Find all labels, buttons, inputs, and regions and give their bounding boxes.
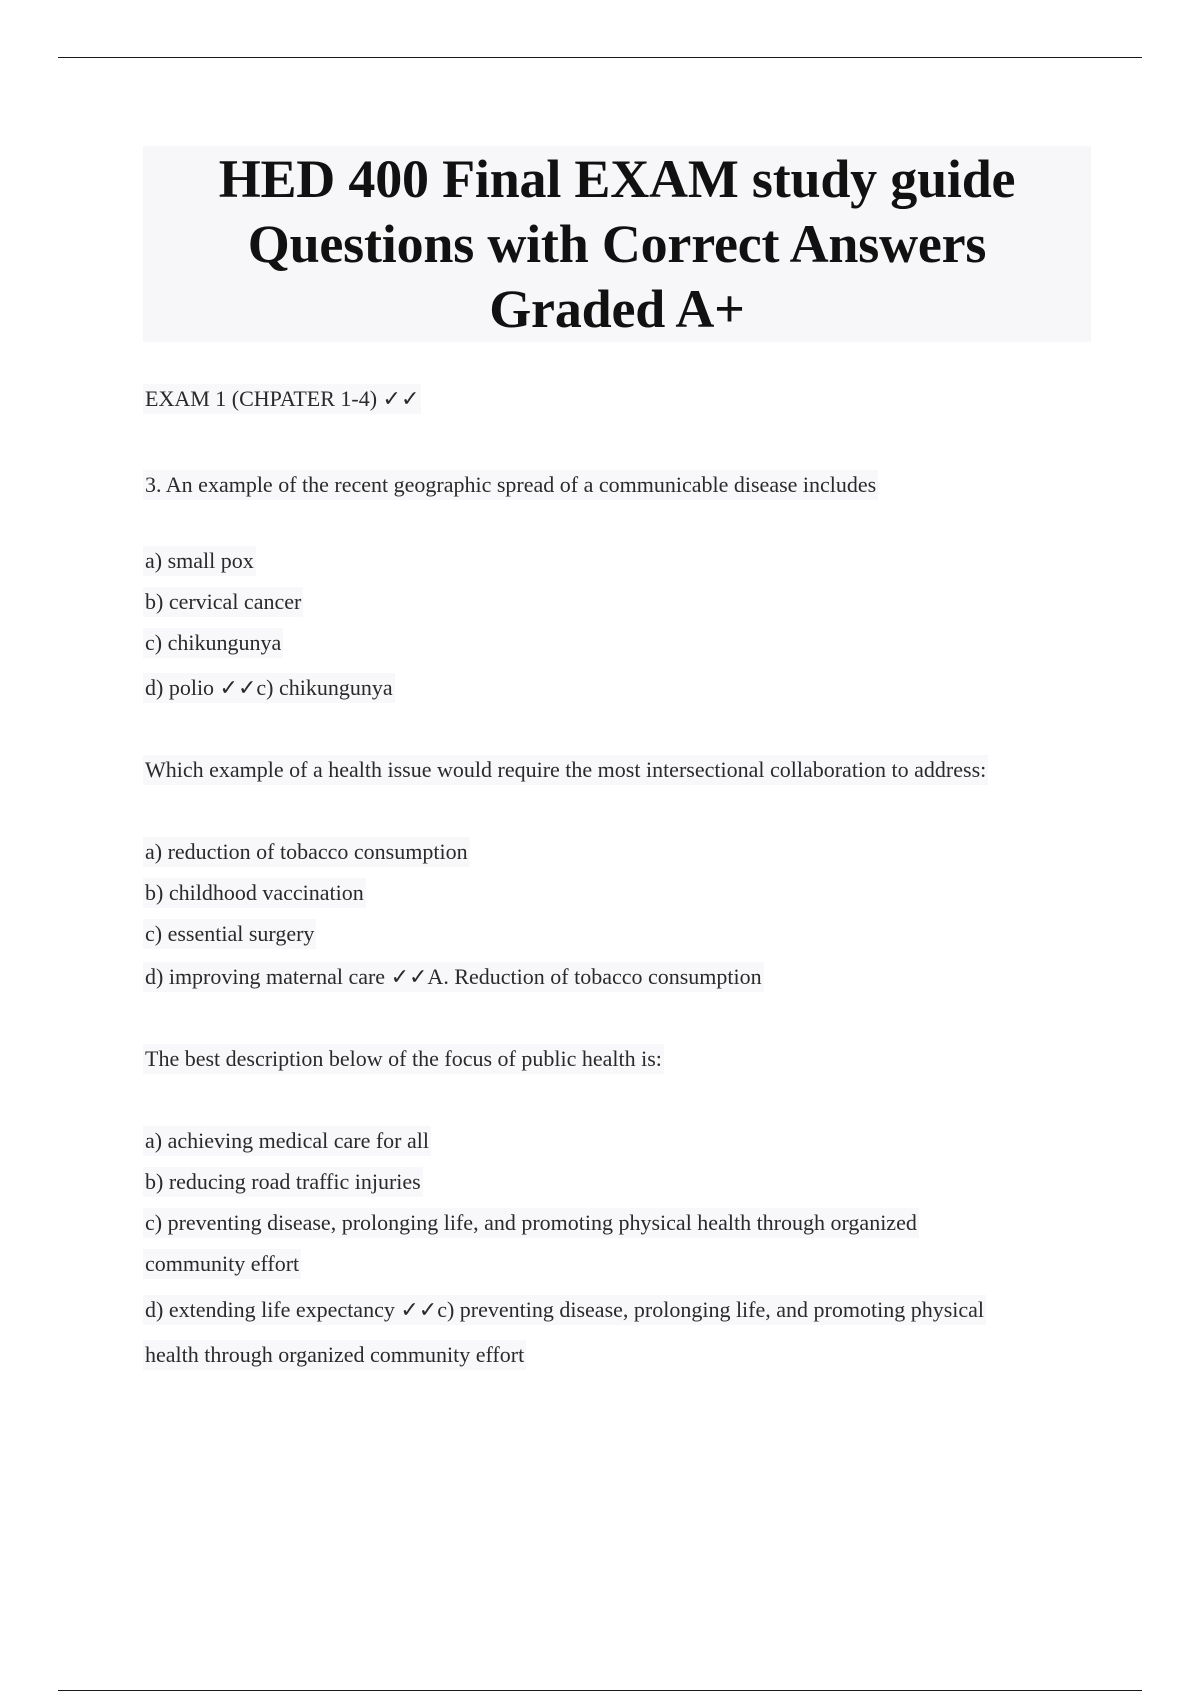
answer-option	[145, 1208, 1085, 1238]
title-line: Graded A+	[489, 278, 745, 339]
option-text: d) extending life expectancy ✓✓c) preventing disease, prolonging life, and promoting physical	[143, 1295, 986, 1325]
answer-option-with-answer	[145, 962, 1085, 992]
option-text: a) achieving medical care for all	[143, 1126, 431, 1156]
answer-option	[145, 587, 1085, 617]
option-text: c) chikungunya	[143, 628, 283, 658]
option-text: a) small pox	[143, 546, 256, 576]
option-text: c) essential surgery	[143, 919, 316, 949]
question-text: Which example of a health issue would require the most intersectional collaboration to address:	[143, 755, 988, 785]
answer-option	[145, 546, 1085, 576]
answer-option-with-answer	[145, 673, 1085, 703]
answer-option	[145, 628, 1085, 658]
title-line: HED 400 Final EXAM study guide	[218, 148, 1016, 209]
question-1	[145, 470, 1085, 500]
title-line: Questions with Correct Answers	[247, 213, 987, 274]
bottom-rule	[58, 1690, 1142, 1691]
exam-heading-row	[145, 384, 1085, 414]
option-text: a) reduction of tobacco consumption	[143, 837, 470, 867]
title-banner	[143, 146, 1091, 342]
answer-option	[145, 1167, 1085, 1197]
question-2	[145, 755, 1085, 785]
answer-option-continuation	[145, 1249, 1085, 1279]
option-text: community effort	[143, 1249, 301, 1279]
option-text: d) polio ✓✓c) chikungunya	[143, 673, 395, 703]
document-body	[145, 384, 1085, 1381]
top-rule	[58, 57, 1142, 58]
question-text: The best description below of the focus of public health is:	[143, 1044, 664, 1074]
option-text: health through organized community effort	[143, 1340, 526, 1370]
option-text: c) preventing disease, prolonging life, and promoting physical health through organized	[143, 1208, 919, 1238]
option-text: b) reducing road traffic injuries	[143, 1167, 423, 1197]
exam-heading: EXAM 1 (CHPATER 1-4) ✓✓	[143, 384, 421, 414]
answer-option	[145, 837, 1085, 867]
answer-option	[145, 1126, 1085, 1156]
option-text: d) improving maternal care ✓✓A. Reduction of tobacco consumption	[143, 962, 764, 992]
option-text: b) cervical cancer	[143, 587, 303, 617]
option-text: b) childhood vaccination	[143, 878, 366, 908]
answer-option	[145, 878, 1085, 908]
answer-option-with-answer	[145, 1295, 1085, 1325]
answer-continuation	[145, 1340, 1085, 1370]
document-title	[219, 147, 1016, 342]
answer-option	[145, 919, 1085, 949]
question-3	[145, 1044, 1085, 1074]
question-text: 3. An example of the recent geographic spread of a communicable disease includes	[143, 470, 878, 500]
